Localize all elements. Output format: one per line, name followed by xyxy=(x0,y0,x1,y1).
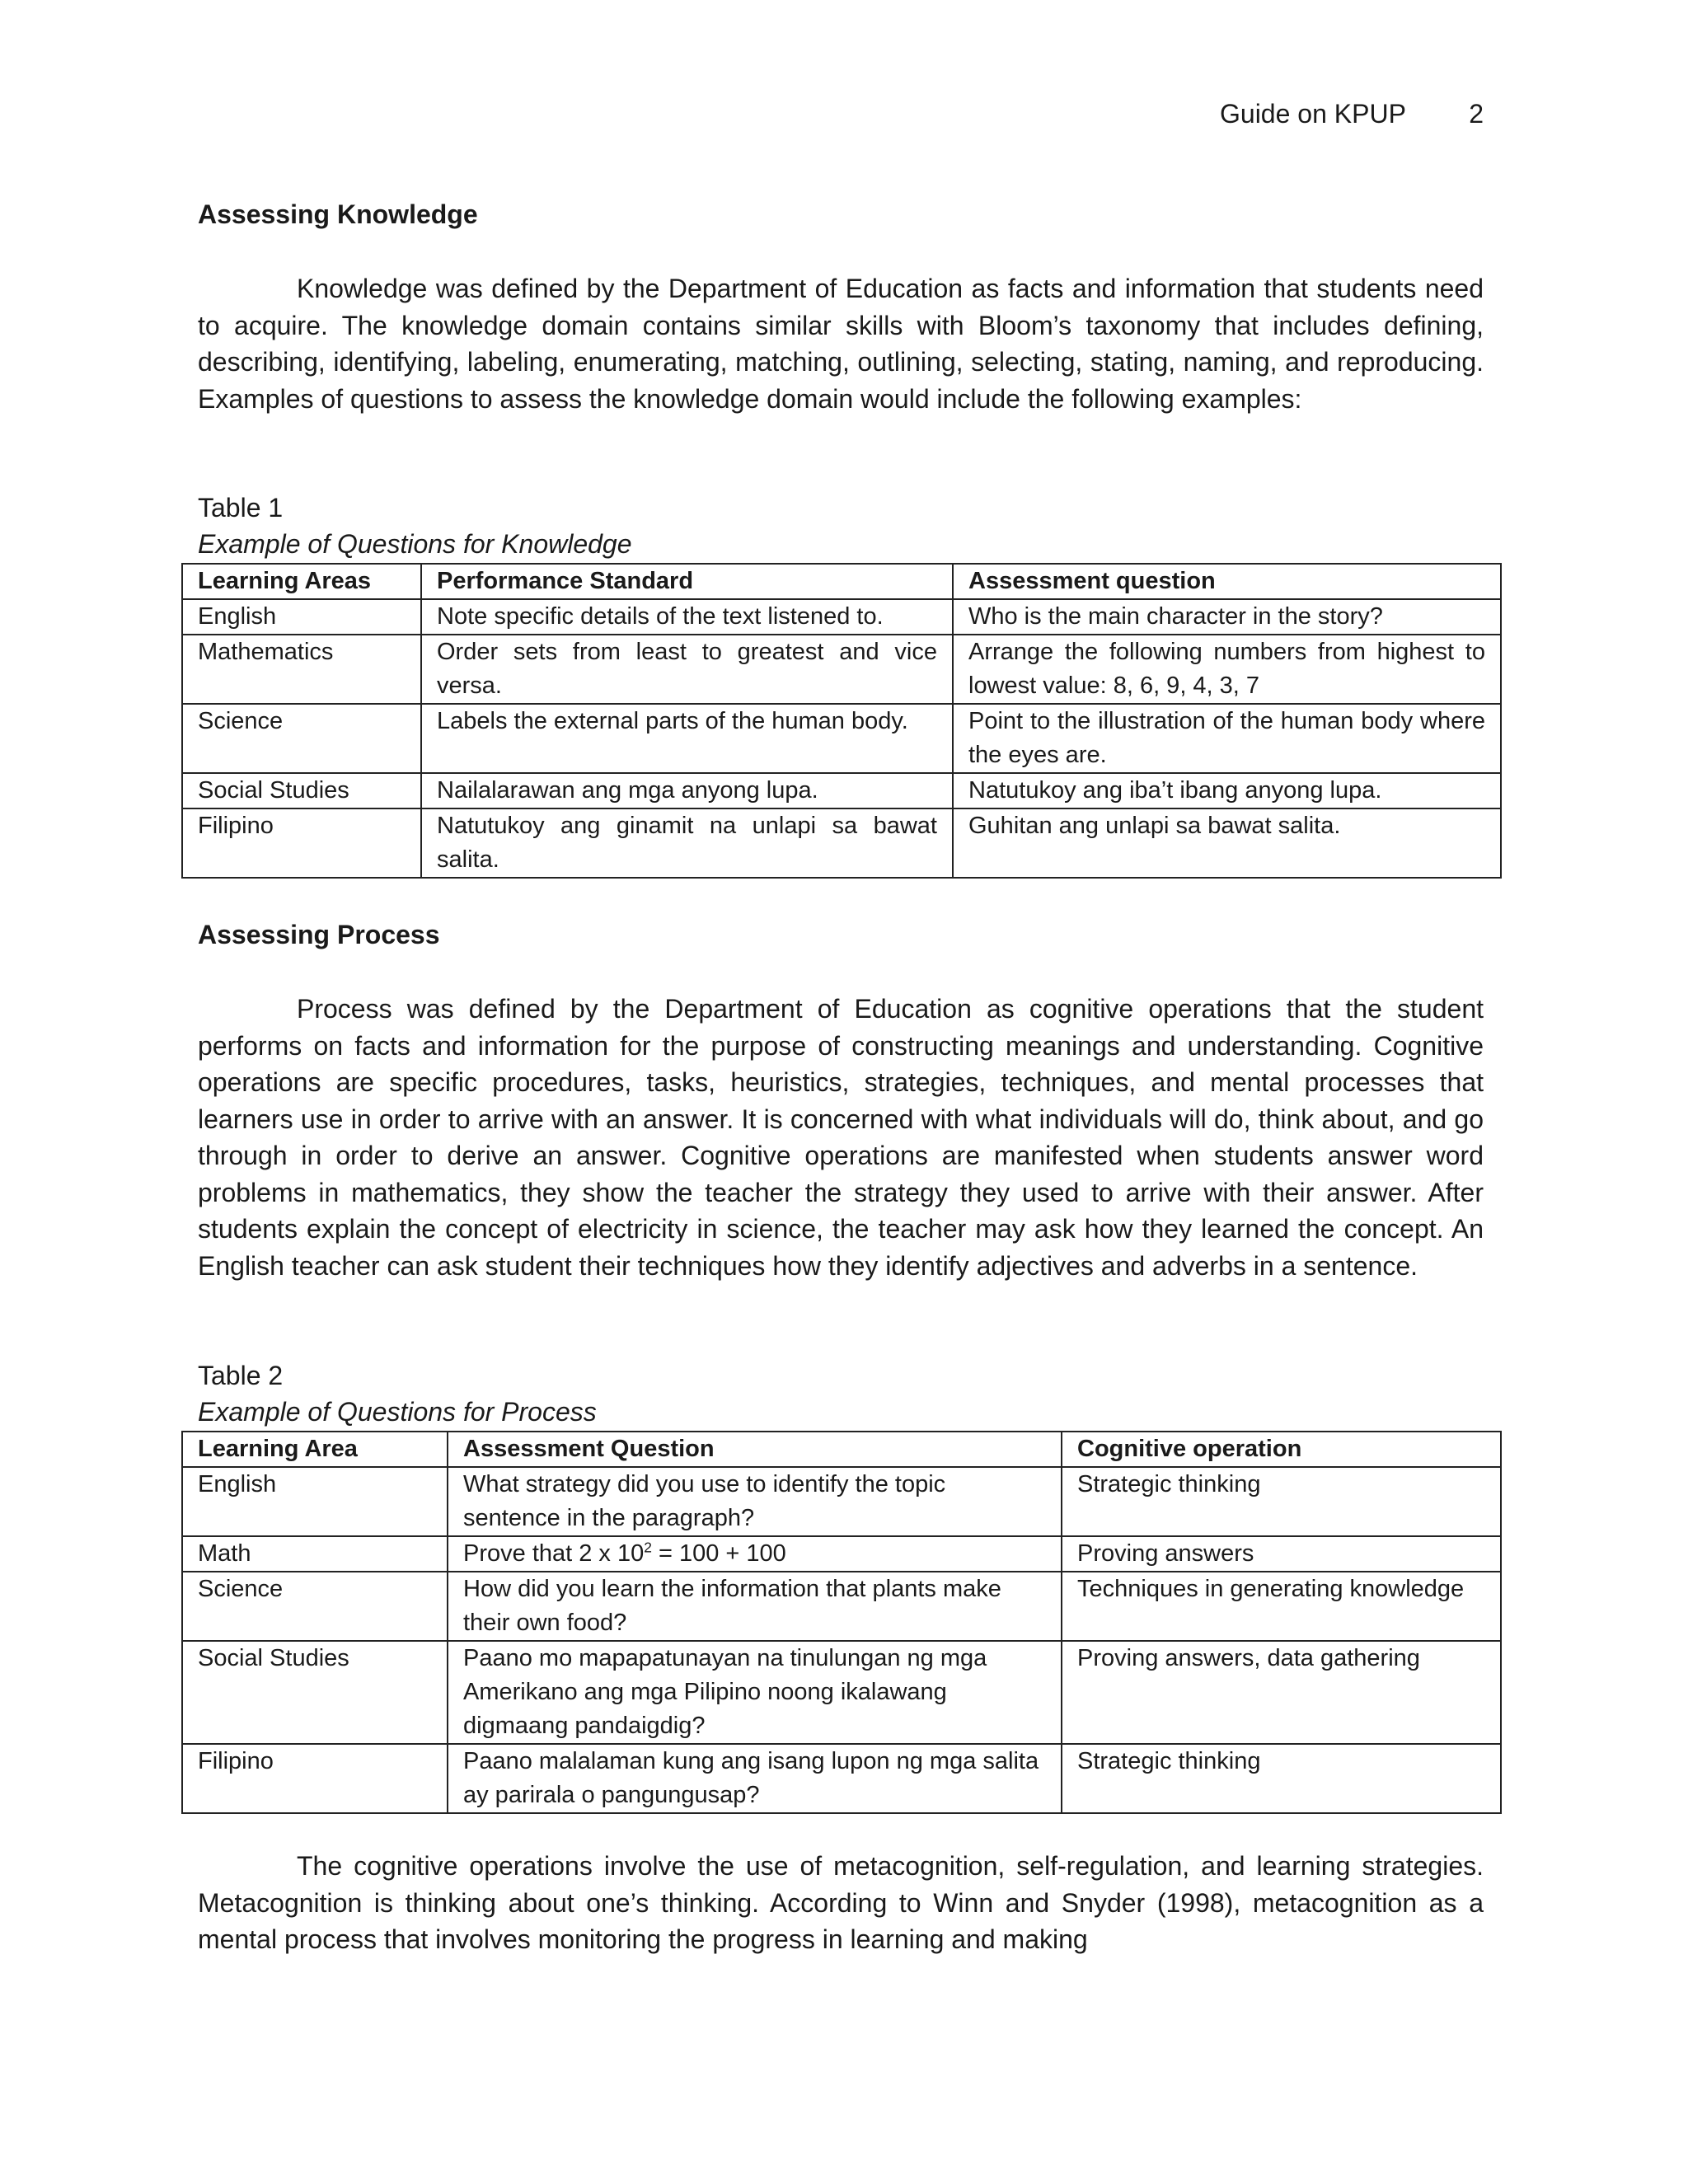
table-cell: Filipino xyxy=(182,808,421,878)
table-cell: Science xyxy=(182,1572,448,1641)
table-cell: Proving answers xyxy=(1062,1536,1501,1572)
running-title: Guide on KPUP xyxy=(1220,99,1406,129)
table-header-row xyxy=(182,564,1501,599)
page-number: 2 xyxy=(1469,99,1484,129)
table-cell: Note specific details of the text listened to. xyxy=(421,599,953,635)
table-header-cell: Learning Areas xyxy=(182,564,421,599)
heading-assessing-process: Assessing Process xyxy=(198,920,440,949)
table-cell: Natutukoy ang iba’t ibang anyong lupa. xyxy=(953,773,1501,808)
table2-caption: Example of Questions for Process xyxy=(198,1397,597,1427)
table2-label: Table 2 xyxy=(198,1361,284,1390)
table-cell: English xyxy=(182,1467,448,1536)
table-cell: Order sets from least to greatest and vice versa. xyxy=(421,635,953,704)
math-question-exponent: 2 xyxy=(644,1539,652,1556)
table-cell: Who is the main character in the story? xyxy=(953,599,1501,635)
table-header-cell: Learning Area xyxy=(182,1432,448,1467)
table-cell: Paano mo mapapatunayan na tinulungan ng mga Amerikano ang mga Pilipino noong ikalawang digmaang pandaigdig? xyxy=(448,1641,1062,1744)
table-header-cell: Performance Standard xyxy=(421,564,953,599)
heading-assessing-knowledge: Assessing Knowledge xyxy=(198,199,478,229)
table-row xyxy=(182,773,1501,808)
table-cell: Filipino xyxy=(182,1744,448,1813)
table-cell: Proving answers, data gathering xyxy=(1062,1641,1501,1744)
table-cell: Social Studies xyxy=(182,1641,448,1744)
table-cell: Mathematics xyxy=(182,635,421,704)
table-cell: Natutukoy ang ginamit na unlapi sa bawat salita. xyxy=(421,808,953,878)
table-cell: What strategy did you use to identify the topic sentence in the paragraph? xyxy=(448,1467,1062,1536)
table-row xyxy=(182,1572,1501,1641)
table-cell: Strategic thinking xyxy=(1062,1467,1501,1536)
table-cell: English xyxy=(182,599,421,635)
table-cell: Point to the illustration of the human body where the eyes are. xyxy=(953,704,1501,773)
table-header-row xyxy=(182,1432,1501,1467)
table1-label: Table 1 xyxy=(198,493,284,523)
closing-paragraph xyxy=(198,1848,1484,1958)
table-cell: Science xyxy=(182,704,421,773)
table-row xyxy=(182,635,1501,704)
table-row xyxy=(182,1467,1501,1536)
table-row xyxy=(182,1536,1501,1572)
knowledge-paragraph-text: Knowledge was defined by the Department of Education as facts and information that students need to acquire. The knowledge domain contains similar skills with Bloom’s taxonomy that includes defining, describing, identifying, labeling, enumerating, matching, outlining, selecting, stating, naming, and reproducing. Examples of questions to assess the knowledge domain would include the following examples: xyxy=(198,274,1484,414)
table-cell: Strategic thinking xyxy=(1062,1744,1501,1813)
math-question-suffix: = 100 + 100 xyxy=(651,1540,786,1567)
table-row xyxy=(182,599,1501,635)
table-cell: Guhitan ang unlapi sa bawat salita. xyxy=(953,808,1501,878)
table-row xyxy=(182,704,1501,773)
table-cell: Arrange the following numbers from highest to lowest value: 8, 6, 9, 4, 3, 7 xyxy=(953,635,1501,704)
math-question-prefix: Prove that 2 x 10 xyxy=(463,1540,645,1567)
closing-paragraph-text: The cognitive operations involve the use of metacognition, self-regulation, and learning strategies. Metacognition is thinking about one’s thinking. According to Winn and Snyder (1998), metacognition as a mental process that involves monitoring the progress in learning and making xyxy=(198,1851,1484,1954)
table-row xyxy=(182,1641,1501,1744)
table-header-cell: Assessment question xyxy=(953,564,1501,599)
table-cell: Labels the external parts of the human body. xyxy=(421,704,953,773)
table-knowledge xyxy=(181,563,1502,879)
table-header-cell: Assessment Question xyxy=(448,1432,1062,1467)
table-cell: How did you learn the information that plants make their own food? xyxy=(448,1572,1062,1641)
math-question-cell xyxy=(448,1536,1062,1572)
table-row xyxy=(182,808,1501,878)
table-cell: Techniques in generating knowledge xyxy=(1062,1572,1501,1641)
table2-label-block xyxy=(198,1357,597,1430)
table-cell: Social Studies xyxy=(182,773,421,808)
running-header xyxy=(1220,99,1484,129)
process-paragraph-text: Process was defined by the Department of Education as cognitive operations that the student performs on facts and information for the purpose of constructing meanings and understanding. Cognitive operations are specific procedures, tasks, heuristics, strategies, techniques, and mental processes that learners use in order to arrive with an answer. It is concerned with what individuals will do, think about, and go through in order to derive an answer. Cognitive operations are manifested when students answer word problems in mathematics, they show the teacher the strategy they used to arrive with their answer. After students explain the concept of electricity in science, the teacher may ask how they learned the concept. An English teacher can ask student their techniques how they identify adjectives and adverbs in a sentence. xyxy=(198,994,1484,1281)
knowledge-paragraph xyxy=(198,270,1484,417)
table-cell: Nailalarawan ang mga anyong lupa. xyxy=(421,773,953,808)
table1-caption: Example of Questions for Knowledge xyxy=(198,529,632,559)
table-process xyxy=(181,1431,1502,1814)
table-cell: Math xyxy=(182,1536,448,1572)
table1-label-block xyxy=(198,490,632,562)
table-cell: Paano malalaman kung ang isang lupon ng mga salita ay parirala o pangungusap? xyxy=(448,1744,1062,1813)
table-row xyxy=(182,1744,1501,1813)
process-paragraph xyxy=(198,991,1484,1284)
table-header-cell: Cognitive operation xyxy=(1062,1432,1501,1467)
